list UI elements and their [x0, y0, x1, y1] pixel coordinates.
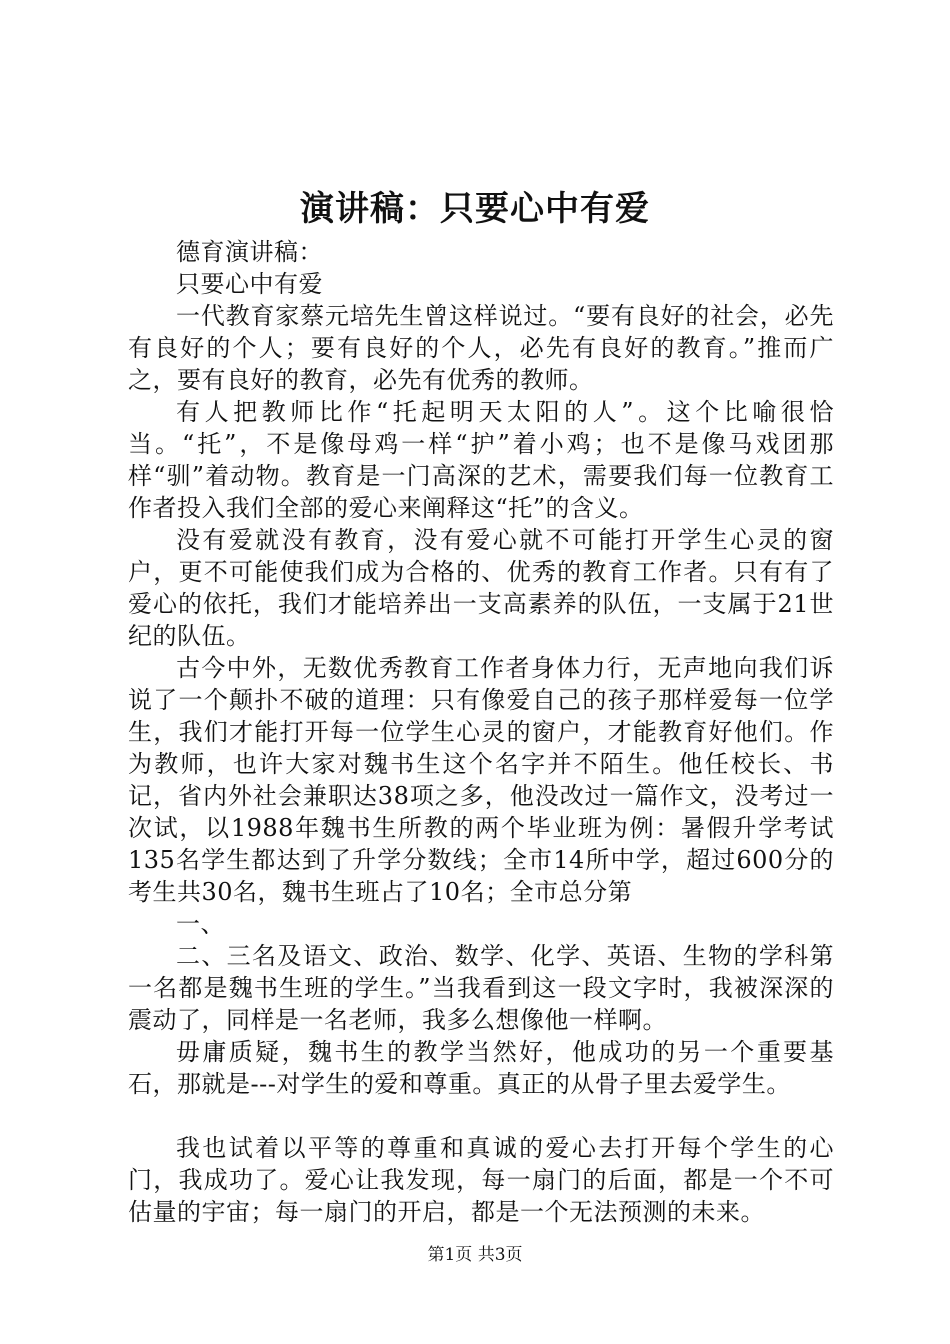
paragraph: 一代教育家蔡元培先生曾这样说过。“要有良好的社会，必先有良好的个人；要有良好的个人，必先有良好的教育。”推而广之，要有良好的教育，必先有优秀的教师。: [128, 302, 834, 394]
paragraph: 我也试着以平等的尊重和真诚的爱心去打开每个学生的心门，我成功了。爱心让我发现，每一扇门的后面，都是一个不可估量的宇宙；每一扇门的开启，都是一个无法预测的未来。: [128, 1134, 834, 1226]
paragraph: 没有爱就没有教育，没有爱心就不可能打开学生心灵的窗户，更不可能使我们成为合格的、优秀的教育工作者。只有有了爱心的依托，我们才能培养出一支高素养的队伍，一支属于21世纪的队伍。: [128, 526, 834, 650]
document-title: 演讲稿：只要心中有爱: [300, 189, 650, 229]
paragraph: 二、三名及语文、政治、数学、化学、英语、生物的学科第一名都是魏书生班的学生。”当我看到这一段文字时，我被深深的震动了，同样是一名老师，我多么想像他一样啊。: [128, 942, 834, 1034]
paragraph: 一、: [176, 910, 225, 938]
page-number-footer: 第1页 共3页: [427, 1245, 523, 1265]
paragraph-subtitle: 只要心中有爱: [176, 270, 323, 298]
paragraph: 毋庸质疑，魏书生的教学当然好，他成功的另一个重要基石，那就是---对学生的爱和尊重。真正的从骨子里去爱学生。: [128, 1038, 834, 1098]
paragraph: 古今中外，无数优秀教育工作者身体力行，无声地向我们诉说了一个颠扑不破的道理：只有像爱自己的孩子那样爱每一位学生，我们才能打开每一位学生心灵的窗户，才能教育好他们。作为教师，也许大家对魏书生这个名字并不陌生。他任校长、书记，省内外社会兼职达38项之多，他没改过一篇作文，没考过一次试，以1988年魏书生所教的两个毕业班为例：暑假升学考试135名学生都达到了升学分数线；全市14所中学，超过600分的考生共30名，魏书生班占了10名；全市总分第: [128, 654, 834, 906]
paragraph-category: 德育演讲稿：: [176, 238, 323, 266]
paragraph: 有人把教师比作“托起明天太阳的人”。这个比喻很恰当。“托”，不是像母鸡一样“护”着小鸡；也不是像马戏团那样“驯”着动物。教育是一门高深的艺术，需要我们每一位教育工作者投入我们全部的爱心来阐释这“托”的含义。: [128, 398, 834, 522]
document-body: [128, 236, 834, 1228]
